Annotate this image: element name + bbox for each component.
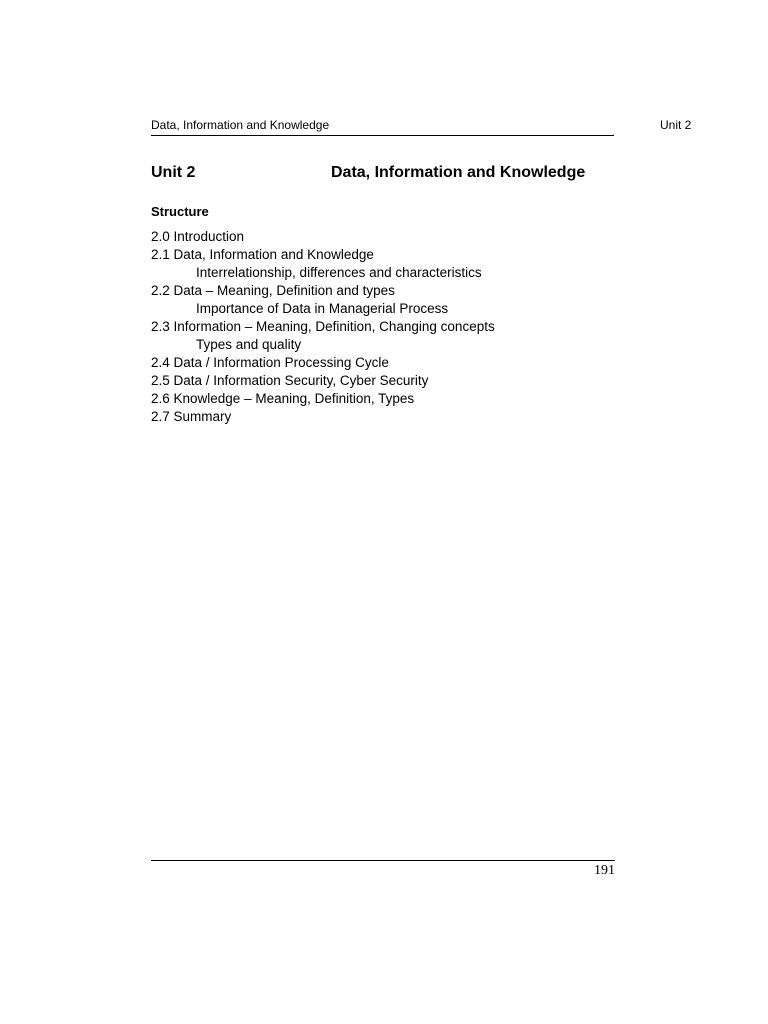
running-header-unit: Unit 2: [660, 118, 692, 132]
structure-list: [151, 228, 621, 426]
toc-item-2-2: 2.2 Data – Meaning, Definition and types: [151, 283, 395, 298]
unit-label: Unit 2: [151, 164, 196, 181]
toc-item-2-1: 2.1 Data, Information and Knowledge: [151, 247, 374, 262]
toc-item-2-6: 2.6 Knowledge – Meaning, Definition, Types: [151, 391, 415, 406]
toc-item-2-7: 2.7 Summary: [151, 409, 232, 424]
page-number: 191: [594, 863, 615, 878]
running-header-title: Data, Information and Knowledge: [151, 118, 330, 132]
toc-item-2-0: 2.0 Introduction: [151, 229, 245, 244]
running-header: [151, 117, 614, 136]
toc-subitem-2-3: Types and quality: [196, 337, 302, 352]
structure-heading: Structure: [151, 204, 209, 219]
toc-item-2-4: 2.4 Data / Information Processing Cycle: [151, 355, 389, 370]
toc-subitem-2-1: Interrelationship, differences and characteristics: [196, 265, 482, 280]
toc-item-2-3: 2.3 Information – Meaning, Definition, Changing concepts: [151, 319, 495, 334]
toc-subitem-2-2: Importance of Data in Managerial Process: [196, 301, 449, 316]
toc-item-2-5: 2.5 Data / Information Security, Cyber Security: [151, 373, 429, 388]
unit-title: Data, Information and Knowledge: [331, 164, 586, 181]
footer-rule: [151, 860, 615, 861]
